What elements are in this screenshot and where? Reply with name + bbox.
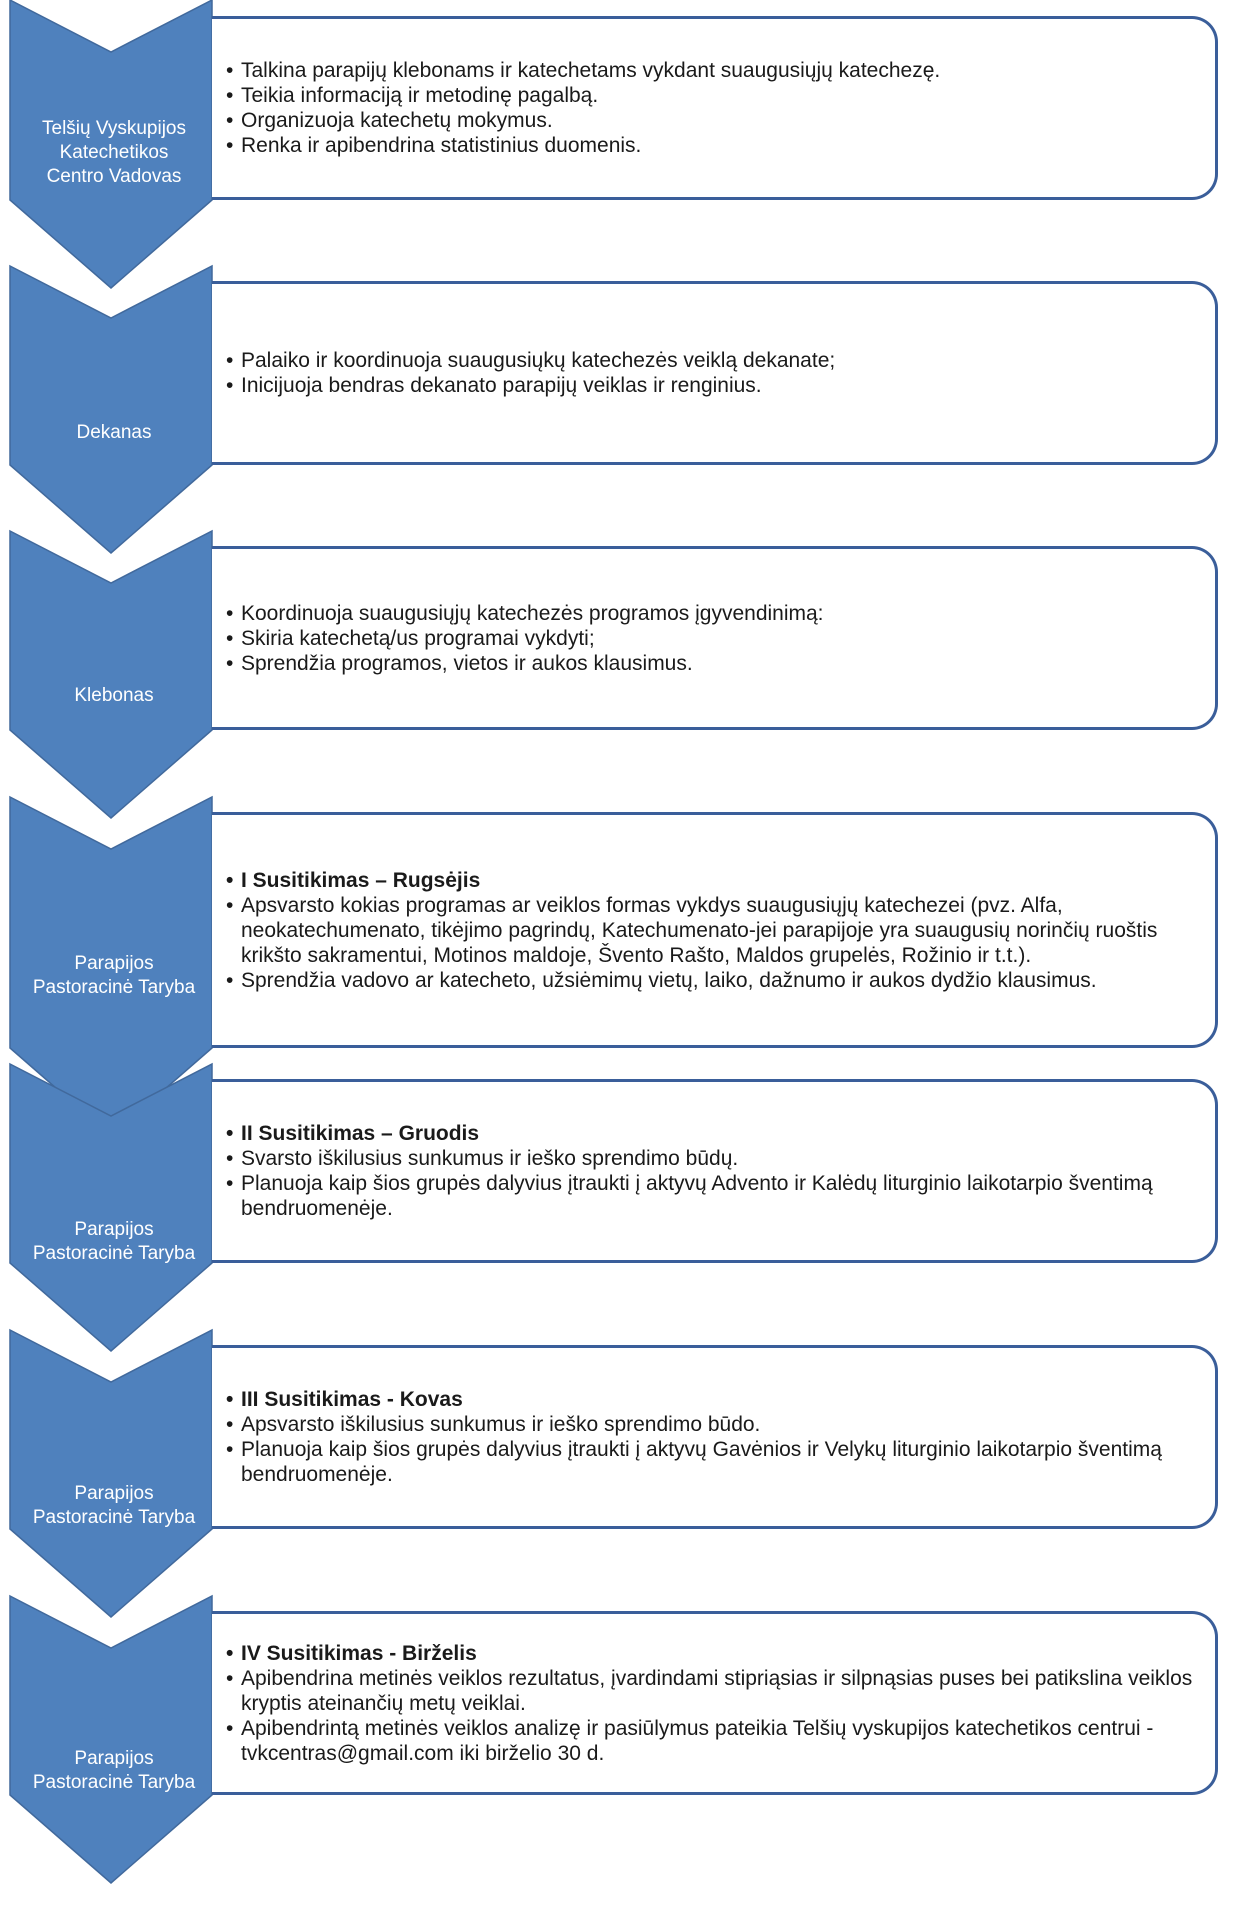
stage-role-label [10, 105, 218, 200]
role-label-line: Parapijos [74, 1748, 154, 1769]
bullet-list [226, 1387, 1205, 1487]
stage-description-box [212, 16, 1218, 200]
role-label-line: Pastoracinė Taryba [32, 1772, 196, 1793]
meeting-heading: • IV Susitikimas - Birželis [226, 1641, 1205, 1666]
role-label-line: Pastoracinė Taryba [32, 1243, 196, 1264]
bullet-item: • Inicijuoja bendras dekanato parapijų veiklas ir renginius. [226, 373, 1205, 398]
role-label-line: Centro Vadovas [46, 165, 182, 187]
role-label-line: Dekanas [76, 421, 152, 443]
stage-role-label [10, 663, 218, 728]
stage-role-label [10, 1715, 218, 1827]
bullet-list [226, 601, 1205, 676]
bullet-list [226, 58, 1205, 158]
bullet-item: • Koordinuoja suaugusiųjų katechezės programos įgyvendinimą: [226, 601, 1205, 626]
bullet-item: • Planuoja kaip šios grupės dalyvius įtraukti į aktyvų Advento ir Kalėdų liturginio laikotarpio šventimą bendruomenėje. [226, 1171, 1205, 1221]
bullet-item: • Svarsto iškilusius sunkumus ir ieško sprendimo būdų. [226, 1146, 1205, 1171]
stage-description-box [212, 1345, 1218, 1529]
bullet-item: • Apibendrintą metinės veiklos analizę ir pasiūlymus pateikia Telšių vyskupijos katechetikos centrui - tvkcentras@gmail.com iki birželio 30 d. [226, 1716, 1205, 1766]
role-label-line: Parapijos [74, 1219, 154, 1240]
stage-role-label [10, 400, 218, 465]
bullet-item: • Talkina parapijų klebonams ir katechetams vykdant suaugusiųjų katechezę. [226, 58, 1205, 83]
role-label-line: Klebonas [74, 684, 154, 706]
bullet-list [226, 868, 1205, 993]
stage-description-box [212, 1611, 1218, 1795]
role-label-line: Telšių Vyskupijos [42, 117, 186, 139]
bullet-item: • Organizuoja katechetų mokymus. [226, 108, 1205, 133]
bullet-item: • Apsvarsto kokias programas ar veiklos formas vykdys suaugusiųjų katechezei (pvz. Alfa, neokatechumenato, tikėjimo pagrindų, Katechumenato-jei parapijoje yra suaugusių norinčių ruoštis krikšto sakramentui, Motinos maldoje, Švento Rašto, Maldos grupelės, Rožinio ir t.t.). [226, 893, 1205, 968]
bullet-list [226, 1121, 1205, 1221]
bullet-item: • Skiria katechetą/us programai vykdyti; [226, 626, 1205, 651]
stage-description-box [212, 281, 1218, 465]
bullet-item: • Sprendžia vadovo ar katecheto, užsiėmimų vietų, laiko, dažnumo ir aukos dydžio klausimus. [226, 968, 1205, 993]
bullet-item: • Renka ir apibendrina statistinius duomenis. [226, 133, 1205, 158]
stage-role-label [10, 1186, 218, 1298]
bullet-item: • Sprendžia programos, vietos ir aukos klausimus. [226, 651, 1205, 676]
stage-description-box [212, 812, 1218, 1048]
role-label-line: Pastoracinė Taryba [32, 977, 196, 998]
stage-role-label [10, 1450, 218, 1562]
bullet-item: • Apsvarsto iškilusius sunkumus ir ieško sprendimo būdo. [226, 1412, 1205, 1437]
bullet-item: • Planuoja kaip šios grupės dalyvius įtraukti į aktyvų Gavėnios ir Velykų liturginio laikotarpio šventimą bendruomenėje. [226, 1437, 1205, 1487]
bullet-item: • Palaiko ir koordinuoja suaugusiųkų katechezės veiklą dekanate; [226, 348, 1205, 373]
bullet-item: • Teikia informaciją ir metodinę pagalbą. [226, 83, 1205, 108]
role-label-line: Katechetikos [59, 141, 169, 163]
role-label-line: Pastoracinė Taryba [32, 1507, 196, 1528]
bullet-item: • Apibendrina metinės veiklos rezultatus, įvardindami stipriąsias ir silpnąsias puses bei patikslina veiklos kryptis ateinančių metų veiklai. [226, 1666, 1205, 1716]
meeting-heading: • I Susitikimas – Rugsėjis [226, 868, 1205, 893]
role-label-line: Parapijos [74, 953, 154, 974]
stage-description-box [212, 546, 1218, 730]
stage-role-label [10, 920, 218, 1032]
stage-description-box [212, 1079, 1218, 1263]
meeting-heading: • II Susitikimas – Gruodis [226, 1121, 1205, 1146]
role-label-line: Parapijos [74, 1483, 154, 1504]
bullet-list [226, 348, 1205, 398]
meeting-heading: • III Susitikimas - Kovas [226, 1387, 1205, 1412]
bullet-list [226, 1641, 1205, 1766]
